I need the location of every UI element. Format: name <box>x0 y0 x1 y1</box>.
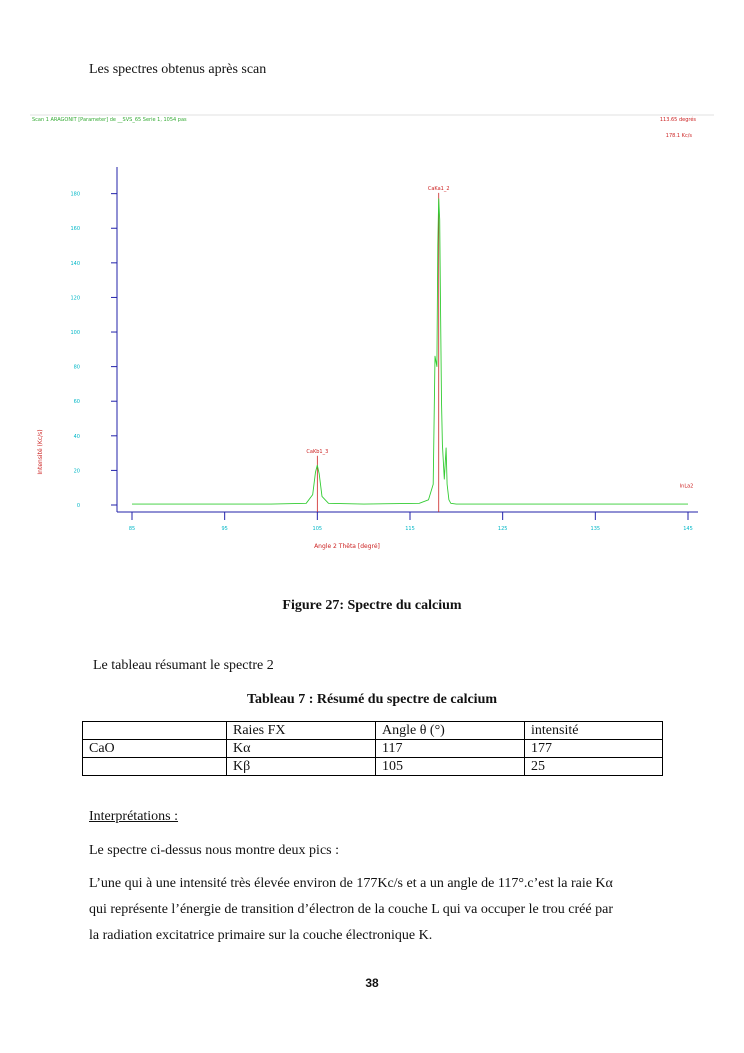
peak-label: CaKa1_2 <box>427 185 450 192</box>
y-tick-label: 100 <box>70 330 80 337</box>
intro-text: Les spectres obtenus après scan <box>89 62 267 77</box>
paragraph-2: L’une qui à une intensité très élevée environ de 177Kc/s et a un angle de 117°.c’est la raie Kα <box>89 876 613 891</box>
x-tick-label: 125 <box>497 526 508 532</box>
table-cell: Kβ <box>227 758 376 776</box>
y-tick-label: 140 <box>70 260 80 267</box>
paragraph-4: la radiation excitatrice primaire sur la couche électronique K. <box>89 928 433 943</box>
chart-ticks <box>70 192 692 532</box>
x-tick-label: 85 <box>128 526 136 532</box>
y-axis-title: Intensité (Kc/s) <box>37 429 44 475</box>
y-tick-label: 0 <box>76 503 80 509</box>
chart-plot <box>132 186 693 512</box>
y-tick-label: 60 <box>73 399 80 406</box>
y-tick-label: 20 <box>73 468 80 475</box>
table-cell <box>83 722 227 740</box>
figure-caption: Figure 27: Spectre du calcium <box>282 598 462 613</box>
spectrum-svg <box>30 112 714 564</box>
table-intro-text: Le tableau résumant le spectre 2 <box>93 658 274 673</box>
table-header-row <box>83 722 663 740</box>
chart-axes <box>117 167 698 512</box>
summary-table <box>82 721 663 776</box>
x-tick-label: 95 <box>221 526 228 532</box>
table-cell: 25 <box>525 758 663 776</box>
table-cell: Raies FX <box>227 722 376 740</box>
x-tick-label: 105 <box>312 526 323 532</box>
table-cell: CaO <box>83 740 227 758</box>
table-row <box>83 758 663 776</box>
paragraph-1: Le spectre ci-dessus nous montre deux pics : <box>89 843 339 858</box>
table-cell: Kα <box>227 740 376 758</box>
readout-angle: 113.65 degrés <box>659 117 696 123</box>
spectrum-line <box>132 199 688 504</box>
peak-label: InLa2 <box>679 483 694 490</box>
table-cell <box>83 758 227 776</box>
x-tick-label: 135 <box>590 526 601 532</box>
scan-header: Scan 1 ARAGONIT [Parameter] de __SVS_65 Serie 1, 1054 pas <box>32 117 187 123</box>
x-axis-title: Angle 2 Thêta [degré] <box>314 543 380 550</box>
readout-intensity: 178.1 Kc/s <box>665 133 692 139</box>
table-cell: intensité <box>525 722 663 740</box>
y-tick-label: 180 <box>70 191 80 198</box>
peak-label: CaKb1_3 <box>306 448 329 455</box>
paragraph-3: qui représente l’énergie de transition d’électron de la couche L qui va occuper le trou créé par <box>89 902 613 917</box>
interpretation-title: Interprétations : <box>89 809 179 824</box>
table-cell: 177 <box>525 740 663 758</box>
table-row <box>83 740 663 758</box>
table-cell: 105 <box>376 758 525 776</box>
x-tick-label: 115 <box>405 526 415 532</box>
table-cell: Angle θ (°) <box>376 722 525 740</box>
y-tick-label: 80 <box>73 364 80 371</box>
y-tick-label: 40 <box>73 433 80 440</box>
table-cell: 117 <box>376 740 525 758</box>
y-tick-label: 120 <box>70 295 80 302</box>
y-tick-label: 160 <box>70 226 80 233</box>
page-number: 38 <box>365 976 379 990</box>
x-tick-label: 145 <box>683 526 693 532</box>
table-caption: Tableau 7 : Résumé du spectre de calcium <box>246 692 498 707</box>
spectrum-chart <box>30 112 714 564</box>
